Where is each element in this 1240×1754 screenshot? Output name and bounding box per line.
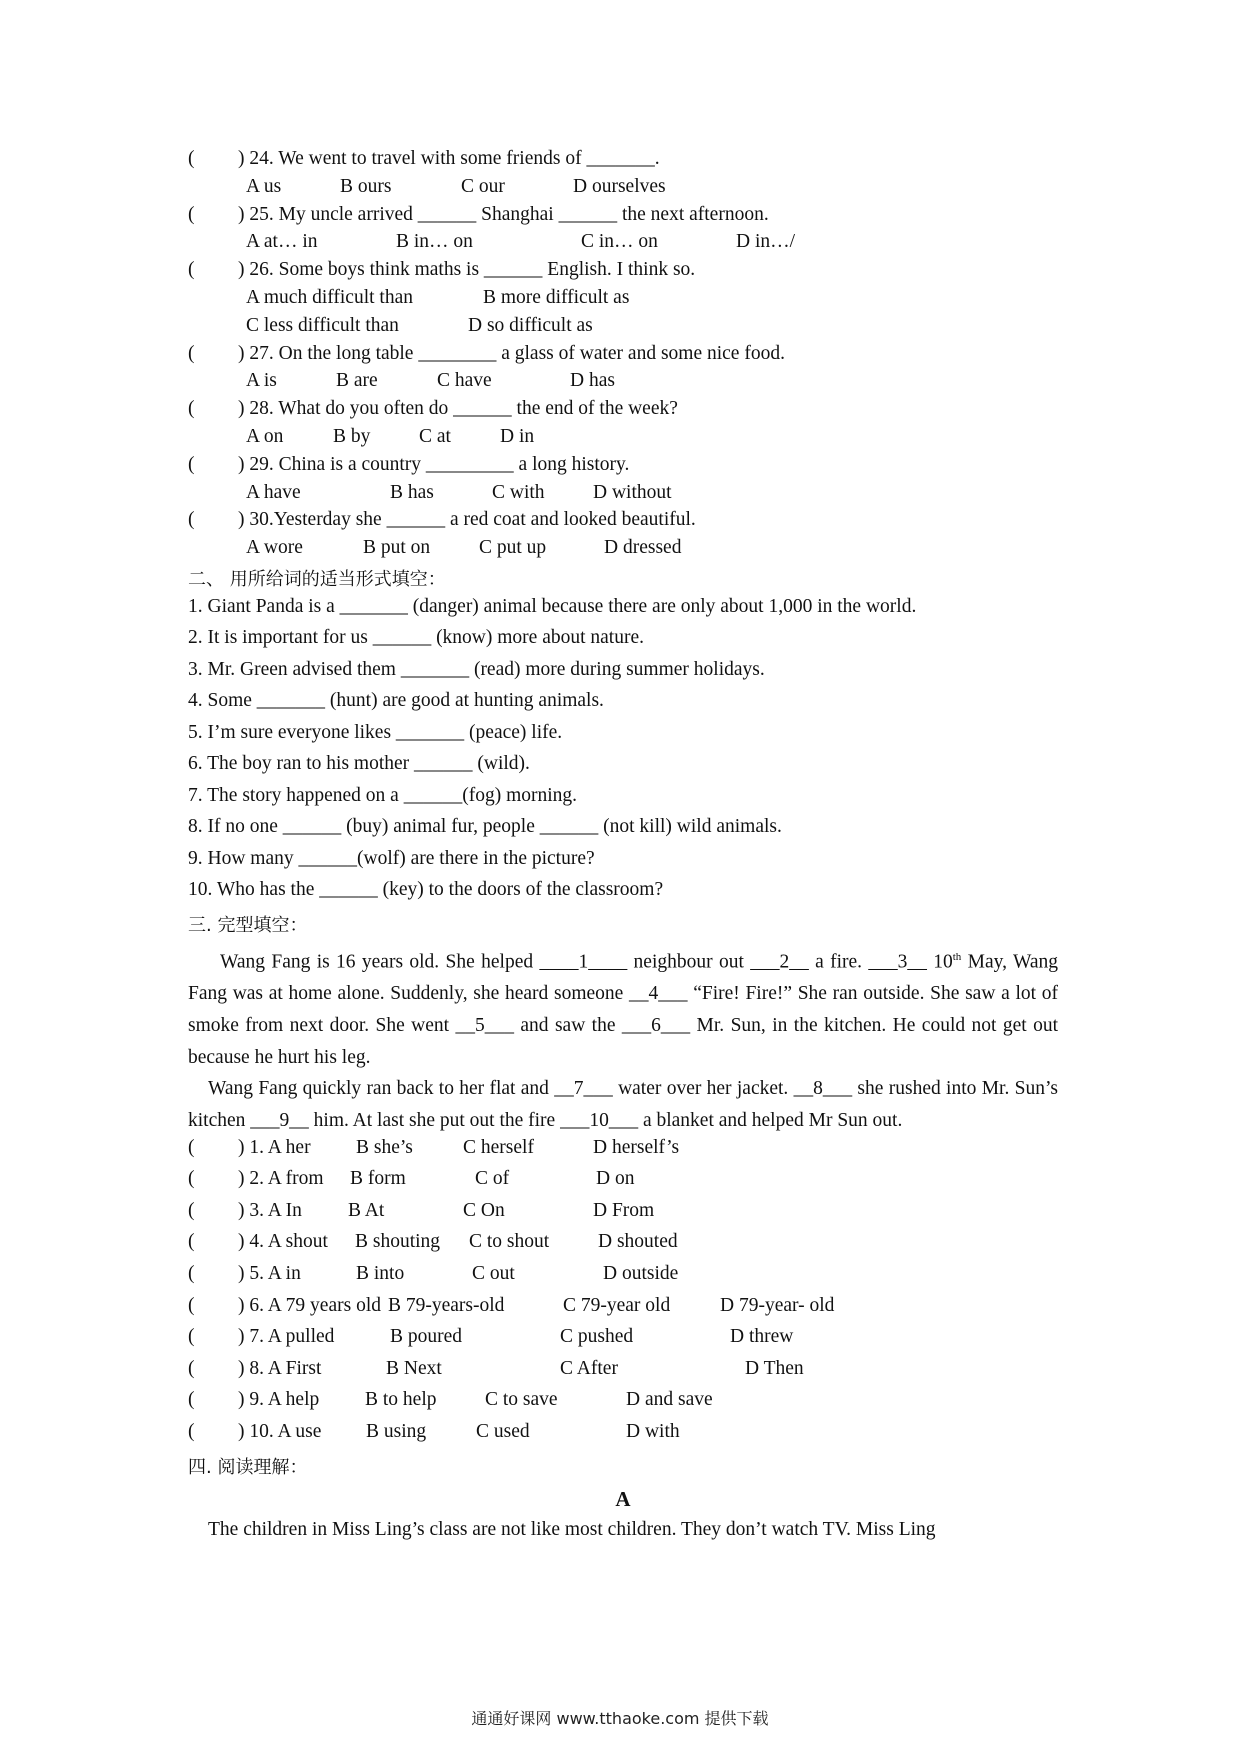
- options-24: [188, 176, 1058, 204]
- option-b: B into: [356, 1263, 405, 1285]
- fill-item-3: 3. Mr. Green advised them _______ (read) more during summer holidays.: [188, 658, 765, 680]
- options-27: [188, 370, 1058, 398]
- options-25: [188, 231, 1058, 259]
- question-text: ) 8. A First: [238, 1357, 322, 1379]
- fill-item-1: 1. Giant Panda is a _______ (danger) animal because there are only about 1,000 in the world.: [188, 595, 917, 617]
- option-c: C put up: [479, 537, 547, 559]
- options-29: [188, 482, 1058, 510]
- option-b: B more difficult as: [483, 286, 630, 308]
- fill-item-6: 6. The boy ran to his mother ______ (wild).: [188, 753, 530, 775]
- option-b: B shouting: [355, 1231, 441, 1253]
- question-29: [188, 454, 1058, 482]
- option-a: A wore: [246, 537, 303, 559]
- cloze-question-1: [188, 1137, 1058, 1169]
- answer-blank: (: [188, 1294, 195, 1316]
- cloze-paragraph-1: [188, 942, 1058, 1073]
- question-text: ) 1. A her: [238, 1136, 311, 1158]
- footer-credit: 通通好课网 www.tthaoke.com 提供下载: [471, 1709, 769, 1728]
- option-b: B 79-years-old: [388, 1294, 505, 1316]
- cloze-text-b: May, Wang Fang was at home alone. Suddenly, she heard someone __4___ “Fire! Fire!” She ran outside. She saw a lot of smoke from next door. She went __5___ and saw the ___6___ Mr. Sun, in the kitchen. He could not get out because he hurt his leg.: [188, 951, 1058, 1068]
- question-text: ) 30.Yesterday she ______ a red coat and looked beautiful.: [238, 509, 696, 531]
- option-a: A on: [246, 425, 284, 447]
- option-d: D with: [626, 1421, 680, 1443]
- answer-blank: (: [188, 1357, 195, 1379]
- option-c: C our: [461, 175, 505, 197]
- section-4-heading: 四. 阅读理解：: [188, 1456, 308, 1478]
- option-a: A have: [246, 481, 301, 503]
- fill-item-9: 9. How many ______(wolf) are there in the picture?: [188, 847, 595, 869]
- cloze-text-a: Wang Fang is 16 years old. She helped ____1____ neighbour out ___2__ a fire. ___3__ 10: [220, 951, 953, 973]
- option-b: B has: [390, 481, 434, 503]
- option-c: C 79-year old: [563, 1294, 671, 1316]
- cloze-question-8: [188, 1358, 1058, 1390]
- option-d: D in: [500, 425, 535, 447]
- answer-blank: (: [188, 1421, 195, 1443]
- answer-blank: (: [188, 148, 195, 169]
- option-b: B Next: [386, 1357, 442, 1379]
- question-text: ) 26. Some boys think maths is ______ English. I think so.: [238, 259, 696, 281]
- option-d: D and save: [626, 1389, 713, 1411]
- question-text: ) 5. A in: [238, 1263, 301, 1285]
- options-28: [188, 426, 1058, 454]
- option-b: B using: [366, 1421, 427, 1443]
- question-text: ) 24. We went to travel with some friends of _______.: [238, 148, 660, 169]
- question-27: [188, 343, 1058, 371]
- cloze-question-3: [188, 1200, 1058, 1232]
- option-d: D From: [593, 1199, 655, 1221]
- answer-blank: (: [188, 1199, 195, 1221]
- option-c: C of: [475, 1168, 510, 1190]
- question-text: ) 7. A pulled: [238, 1326, 335, 1348]
- option-d: D ourselves: [573, 175, 666, 197]
- cloze-question-6: [188, 1295, 1058, 1327]
- answer-blank: (: [188, 203, 195, 225]
- question-28: [188, 398, 1058, 426]
- option-a: A much difficult than: [246, 286, 413, 308]
- fill-item-2: 2. It is important for us ______ (know) more about nature.: [188, 627, 644, 649]
- mc-section: [188, 148, 1058, 565]
- question-text: ) 4. A shout: [238, 1231, 328, 1253]
- ordinal-suffix: th: [952, 950, 962, 963]
- option-d: D Then: [745, 1357, 804, 1379]
- question-24: [188, 148, 1058, 176]
- fill-item-8: 8. If no one ______ (buy) animal fur, people ______ (not kill) wild animals.: [188, 816, 782, 838]
- question-26: [188, 259, 1058, 287]
- option-c: C at: [419, 425, 451, 447]
- option-c: C less difficult than: [246, 314, 399, 336]
- worksheet-page: [188, 148, 1058, 1545]
- cloze-question-5: [188, 1263, 1058, 1295]
- answer-blank: (: [188, 1263, 195, 1285]
- cloze-question-10: [188, 1421, 1058, 1453]
- option-b: B are: [336, 370, 378, 392]
- answer-blank: (: [188, 509, 195, 531]
- cloze-question-2: [188, 1168, 1058, 1200]
- answer-blank: (: [188, 1136, 195, 1158]
- question-text: ) 3. A In: [238, 1199, 302, 1221]
- option-c: C with: [492, 481, 545, 503]
- option-d: D shouted: [598, 1231, 678, 1253]
- option-b: B form: [350, 1168, 406, 1190]
- cloze-question-7: [188, 1326, 1058, 1358]
- section-3-heading: 三. 完型填空：: [188, 914, 308, 936]
- answer-blank: (: [188, 342, 195, 364]
- option-d: D outside: [603, 1263, 679, 1285]
- option-b: B ours: [340, 175, 392, 197]
- cloze-questions: [188, 1137, 1058, 1453]
- option-b: B put on: [363, 537, 431, 559]
- answer-blank: (: [188, 453, 195, 475]
- option-b: B in… on: [396, 231, 473, 253]
- answer-blank: (: [188, 1231, 195, 1253]
- question-text: ) 25. My uncle arrived ______ Shanghai ______ the next afternoon.: [238, 203, 769, 225]
- options-30: [188, 537, 1058, 565]
- option-d: D dressed: [604, 537, 682, 559]
- option-a: A at… in: [246, 231, 318, 253]
- answer-blank: (: [188, 1326, 195, 1348]
- cloze-paragraph-2: Wang Fang quickly ran back to her flat and __7___ water over her jacket. __8___ she rushed into Mr. Sun’s kitchen ___9__ him. At last she put out the fire ___10___ a blanket and helped Mr Sun out.: [188, 1078, 1058, 1131]
- option-c: C After: [560, 1357, 618, 1379]
- option-b: B to help: [365, 1389, 437, 1411]
- option-c: C herself: [463, 1136, 534, 1158]
- options-26-row2: [188, 315, 1058, 343]
- question-text: ) 2. A from: [238, 1168, 324, 1190]
- option-c: C to save: [485, 1389, 558, 1411]
- option-c: C in… on: [581, 231, 658, 253]
- option-d: D has: [570, 370, 615, 392]
- cloze-question-9: [188, 1389, 1058, 1421]
- question-25: [188, 204, 1058, 232]
- fill-in-section: [188, 596, 1058, 911]
- option-c: C have: [437, 370, 492, 392]
- option-b: B poured: [390, 1326, 463, 1348]
- option-d: D herself’s: [593, 1136, 680, 1158]
- option-c: C out: [472, 1263, 515, 1285]
- reading-paragraph: The children in Miss Ling’s class are not like most children. They don’t watch TV. Miss Ling: [208, 1518, 936, 1540]
- answer-blank: (: [188, 259, 195, 281]
- fill-item-5: 5. I’m sure everyone likes _______ (peace) life.: [188, 721, 563, 743]
- option-c: C On: [463, 1199, 505, 1221]
- answer-blank: (: [188, 1168, 195, 1190]
- option-d: D without: [593, 481, 672, 503]
- question-text: ) 28. What do you often do ______ the end of the week?: [238, 398, 678, 420]
- option-d: D on: [596, 1168, 635, 1190]
- option-a: A us: [246, 175, 282, 197]
- question-30: [188, 509, 1058, 537]
- option-b: B At: [348, 1199, 385, 1221]
- fill-item-4: 4. Some _______ (hunt) are good at hunting animals.: [188, 690, 604, 712]
- option-b: B she’s: [356, 1136, 413, 1158]
- section-2-heading: 二、 用所给词的适当形式填空：: [188, 568, 446, 590]
- option-c: C pushed: [560, 1326, 634, 1348]
- fill-item-7: 7. The story happened on a ______(fog) morning.: [188, 784, 578, 806]
- question-text: ) 27. On the long table ________ a glass of water and some nice food.: [238, 342, 785, 364]
- option-d: D threw: [730, 1326, 794, 1348]
- reading-title: A: [615, 1486, 631, 1511]
- question-text: ) 29. China is a country _________ a long history.: [238, 453, 630, 475]
- question-text: ) 6. A 79 years old: [238, 1294, 381, 1316]
- option-c: C to shout: [469, 1231, 550, 1253]
- cloze-question-4: [188, 1231, 1058, 1263]
- answer-blank: (: [188, 398, 195, 420]
- options-26-row1: [188, 287, 1058, 315]
- answer-blank: (: [188, 1389, 195, 1411]
- option-b: B by: [333, 425, 371, 447]
- option-d: D in…/: [736, 231, 796, 253]
- option-d: D so difficult as: [468, 314, 593, 336]
- fill-item-10: 10. Who has the ______ (key) to the doors of the classroom?: [188, 879, 664, 901]
- option-c: C used: [476, 1421, 530, 1443]
- question-text: ) 10. A use: [238, 1421, 322, 1443]
- question-text: ) 9. A help: [238, 1389, 320, 1411]
- option-d: D 79-year- old: [720, 1294, 835, 1316]
- option-a: A is: [246, 370, 277, 392]
